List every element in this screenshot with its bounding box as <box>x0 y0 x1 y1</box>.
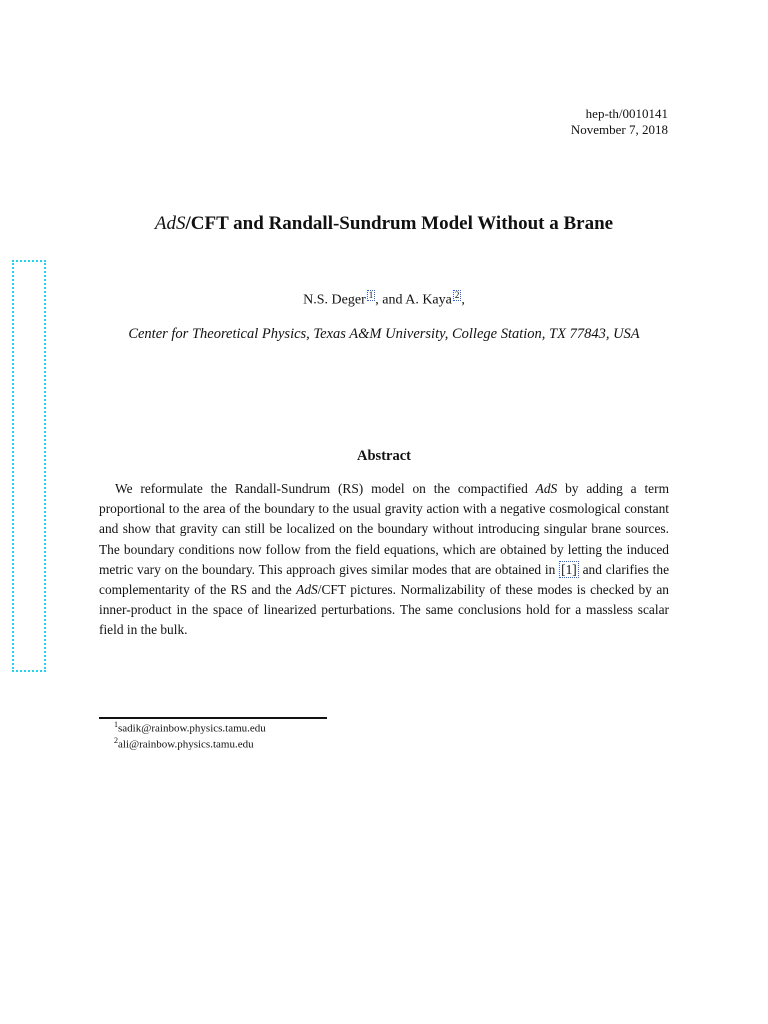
footnote-1 <box>114 721 266 737</box>
footnote-link-1[interactable]: 1 <box>368 290 374 300</box>
footnote-email-1: sadik@rainbow.physics.tamu.edu <box>118 722 266 735</box>
preprint-date: November 7, 2018 <box>570 122 668 137</box>
abstract-ads-2: AdS <box>296 582 318 598</box>
citation-link-1[interactable]: [1] <box>561 561 577 577</box>
abstract-part-1: We reformulate the Randall-Sundrum (RS) model on the compactified <box>115 481 536 496</box>
abstract-part-3: and clarifies the complementarity of the RS and the <box>99 561 670 598</box>
footnote-email-2: ali@rainbow.physics.tamu.edu <box>118 738 254 751</box>
abstract-part-2: by adding a term proportional to the area of the boundary to the usual gravity action with a negative cosmological constant and show that gravity can still be localized on the boundary without introducing singular brane sources. The boundary conditions now follow from the field equations, which are obtained by letting the induced metric vary on the boundary. This approach gives similar modes that are obtained in <box>99 481 669 577</box>
author-list <box>0 290 768 309</box>
title-ads: AdS <box>154 213 186 234</box>
abstract-body <box>99 479 669 641</box>
footnote-rule <box>99 717 327 719</box>
abstract-part-4: /CFT pictures. Normalizability of these modes is checked by an inner-product in the space of linearized perturbations. The same conclusions hold for a massless scalar field in the bulk. <box>99 582 669 638</box>
title-rest: /CFT and Randall-Sundrum Model Without a Brane <box>185 213 614 234</box>
preprint-header <box>571 106 668 138</box>
author-deger: N.S. Deger <box>303 292 366 308</box>
author-separator: , and <box>375 292 406 308</box>
affiliation: Center for Theoretical Physics, Texas A&M University, College Station, TX 77843, USA <box>128 326 640 342</box>
abstract-ads-1: AdS <box>535 481 558 496</box>
footnotes <box>114 721 266 752</box>
footnote-mark-1: 1 <box>114 720 118 729</box>
preprint-id: hep-th/0010141 <box>585 106 668 121</box>
arxiv-sidebar-link-box[interactable] <box>12 260 46 672</box>
paper-title <box>0 213 768 235</box>
author-trailing: , <box>461 292 465 308</box>
abstract-heading: Abstract <box>357 448 411 464</box>
author-kaya: A. Kaya <box>405 292 452 308</box>
footnote-link-2[interactable]: 2 <box>454 290 460 300</box>
footnote-2 <box>114 737 266 753</box>
footnote-mark-2: 2 <box>114 735 118 745</box>
